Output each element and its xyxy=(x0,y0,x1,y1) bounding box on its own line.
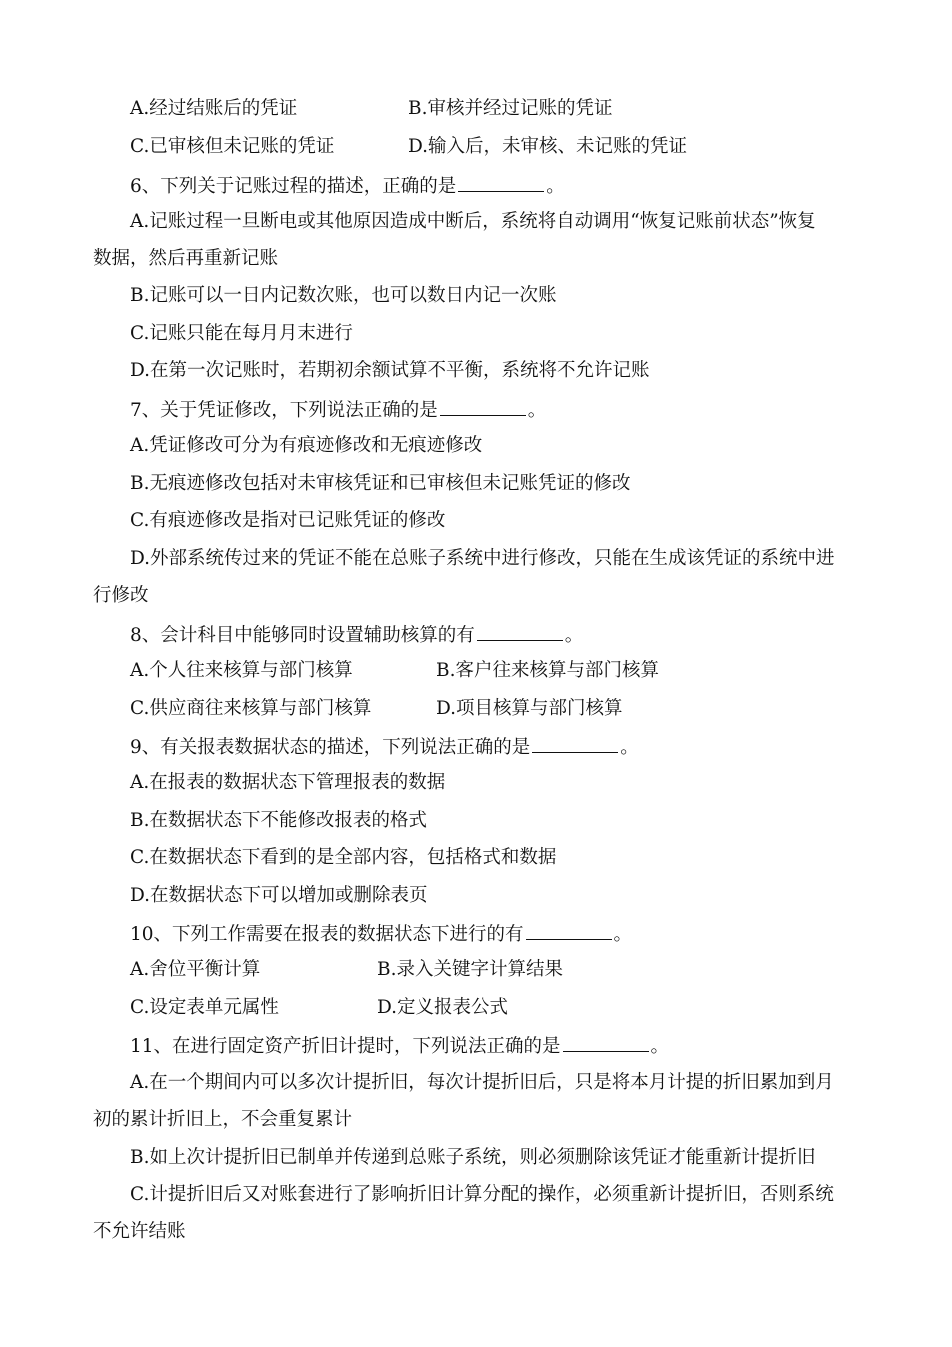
question-end: 。 xyxy=(650,1036,670,1057)
question-end: 。 xyxy=(546,176,565,197)
answer-blank xyxy=(526,921,612,940)
answer-blank xyxy=(532,734,618,753)
question-text: 6、下列关于记账过程的描述，正确的是 xyxy=(130,176,457,197)
question-text: 9、有关报表数据状态的描述，下列说法正确的是 xyxy=(130,737,531,758)
option-continuation: 初的累计折旧上，不会重复累计 xyxy=(93,1109,353,1130)
option-line: B.在数据状态下不能修改报表的格式 xyxy=(130,810,427,831)
option-c: C.供应商往来核算与部门核算 xyxy=(130,698,372,719)
option-line: D.在第一次记账时，若期初余额试算不平衡，系统将不允许记账 xyxy=(130,360,650,381)
question-text: 11、在进行固定资产折旧计提时，下列说法正确的是 xyxy=(130,1036,561,1057)
option-line: C.记账只能在每月月末进行 xyxy=(130,323,353,344)
option-line: C.计提折旧后又对账套进行了影响折旧计算分配的操作，必须重新计提折旧，否则系统 xyxy=(130,1184,834,1205)
option-line: D.在数据状态下可以增加或删除表页 xyxy=(130,885,428,906)
question-7 xyxy=(130,397,546,423)
question-text: 8、会计科目中能够同时设置辅助核算的有 xyxy=(130,625,475,646)
option-continuation: 数据，然后再重新记账 xyxy=(93,248,279,269)
question-10 xyxy=(130,921,632,947)
question-11 xyxy=(130,1033,669,1059)
answer-blank xyxy=(458,173,544,192)
answer-blank xyxy=(563,1033,649,1052)
option-b: B.客户往来核算与部门核算 xyxy=(436,660,659,681)
option-c: C.设定表单元属性 xyxy=(130,997,279,1018)
question-text: 7、关于凭证修改，下列说法正确的是 xyxy=(130,400,438,421)
option-d: D.项目核算与部门核算 xyxy=(436,698,623,719)
option-d: D.定义报表公式 xyxy=(377,997,509,1018)
option-line xyxy=(130,659,659,683)
option-continuation: 不允许结账 xyxy=(93,1221,186,1242)
option-line: B.如上次计提折旧已制单并传递到总账子系统，则必须删除该凭证才能重新计提折旧 xyxy=(130,1147,816,1168)
option-line: C.在数据状态下看到的是全部内容，包括格式和数据 xyxy=(130,847,557,868)
option-line xyxy=(130,135,688,159)
option-a: A.个人往来核算与部门核算 xyxy=(130,660,353,681)
option-line xyxy=(130,996,509,1020)
option-line: A.在一个期间内可以多次计提折旧，每次计提折旧后，只是将本月计提的折旧累加到月 xyxy=(130,1072,834,1093)
option-line xyxy=(130,697,623,721)
option-d: D.输入后，未审核、未记账的凭证 xyxy=(408,136,688,157)
question-end: 。 xyxy=(527,400,547,421)
question-8 xyxy=(130,622,583,648)
question-6 xyxy=(130,173,565,199)
option-line: D.外部系统传过来的凭证不能在总账子系统中进行修改，只能在生成该凭证的系统中进 xyxy=(130,548,835,569)
option-line: B.记账可以一日内记数次账，也可以数日内记一次账 xyxy=(130,285,557,306)
option-b: B.审核并经过记账的凭证 xyxy=(408,98,613,119)
question-end: 。 xyxy=(613,924,633,945)
option-line: B.无痕迹修改包括对未审核凭证和已审核但未记账凭证的修改 xyxy=(130,473,631,494)
question-end: 。 xyxy=(620,737,639,758)
question-end: 。 xyxy=(564,625,584,646)
option-a: A.舍位平衡计算 xyxy=(130,959,261,980)
option-a: A.经过结账后的凭证 xyxy=(130,98,298,119)
option-line: A.记账过程一旦断电或其他原因造成中断后，系统将自动调用“恢复记账前状态”恢复 xyxy=(130,211,816,232)
option-b: B.录入关键字计算结果 xyxy=(377,959,563,980)
answer-blank xyxy=(440,397,526,416)
option-line xyxy=(130,97,613,121)
option-line: A.在报表的数据状态下管理报表的数据 xyxy=(130,772,446,793)
option-c: C.已审核但未记账的凭证 xyxy=(130,136,335,157)
option-line xyxy=(130,958,563,982)
option-continuation: 行修改 xyxy=(93,585,149,606)
answer-blank xyxy=(477,622,563,641)
question-9 xyxy=(130,734,639,760)
option-line: C.有痕迹修改是指对已记账凭证的修改 xyxy=(130,510,446,531)
option-line: A.凭证修改可分为有痕迹修改和无痕迹修改 xyxy=(130,435,483,456)
question-text: 10、下列工作需要在报表的数据状态下进行的有 xyxy=(130,924,524,945)
